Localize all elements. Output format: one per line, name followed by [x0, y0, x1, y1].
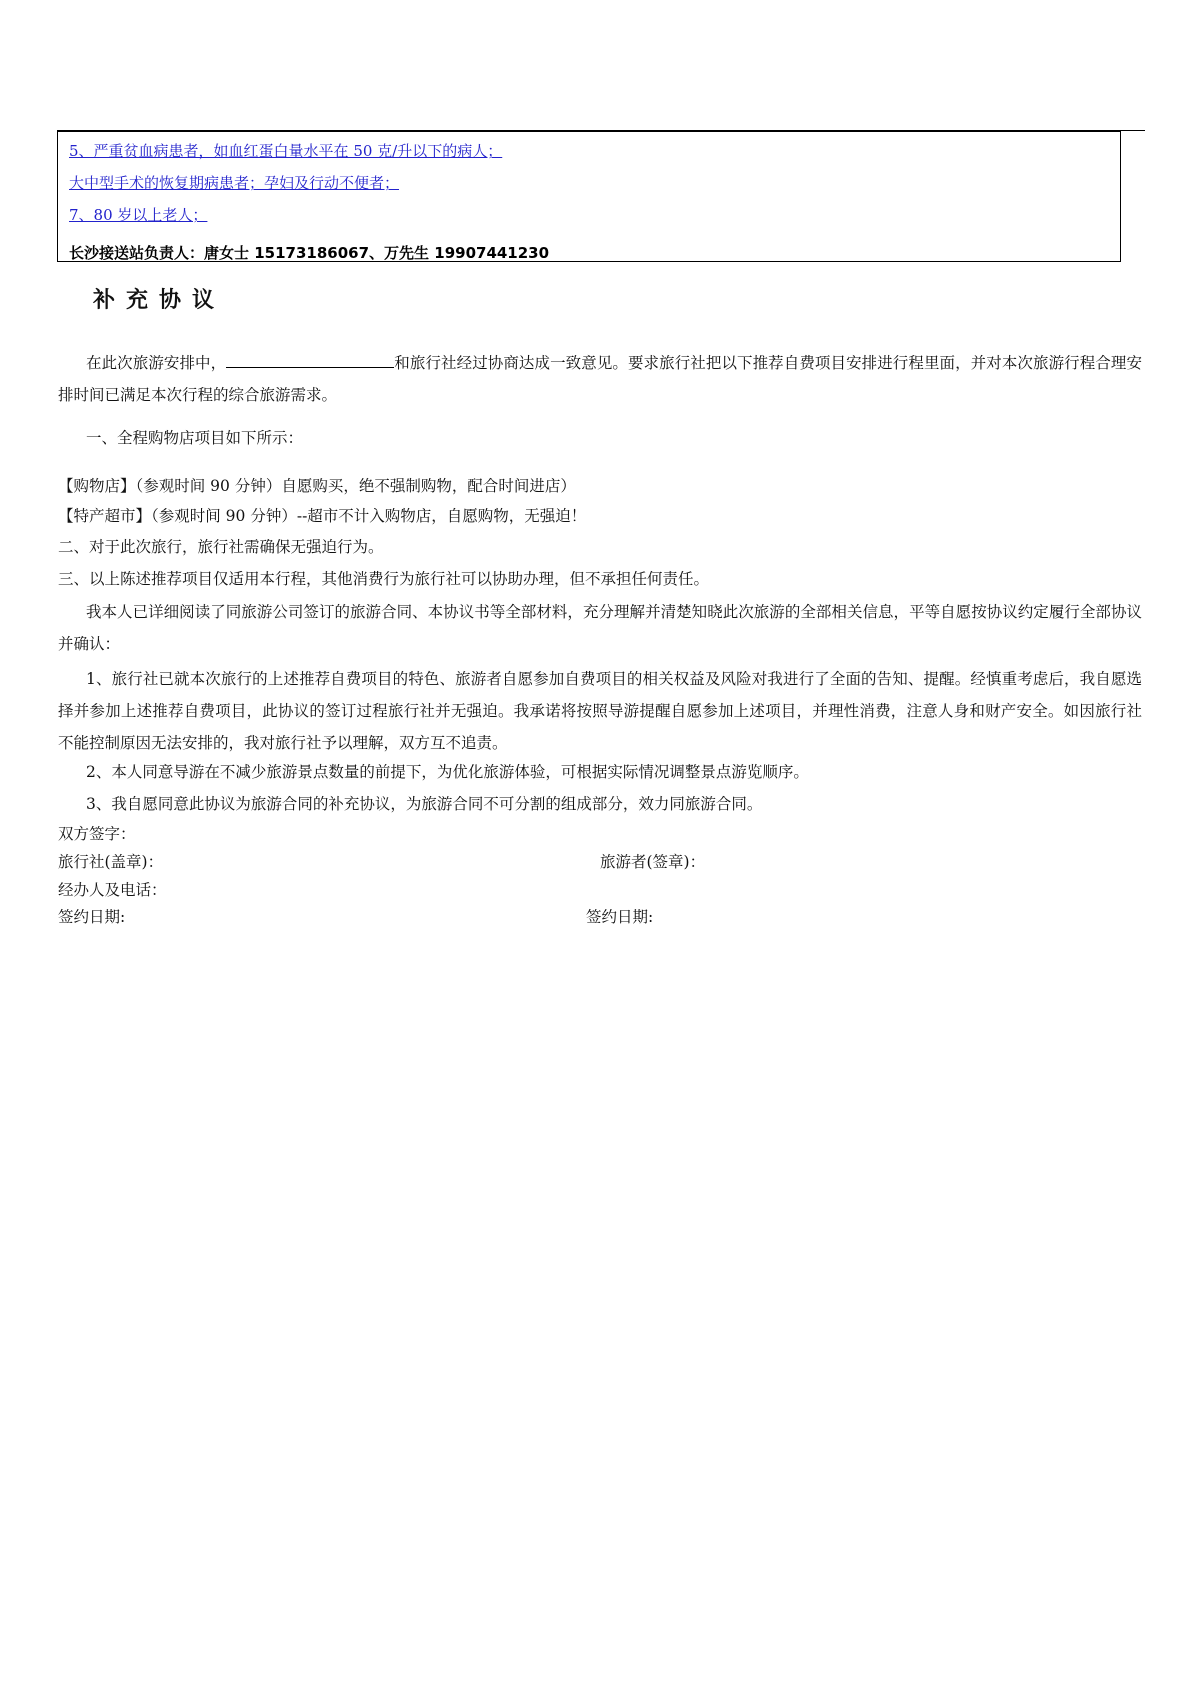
declaration-paragraph: 我本人已详细阅读了同旅游公司签订的旅游合同、本协议书等全部材料，充分理解并清楚知晓此次旅游的全部相关信息，平等自愿按协议约定履行全部协议并确认： — [58, 603, 1142, 653]
shopping-store-item: 【购物店】（参观时间 90 分钟）自愿购买，绝不强制购物，配合时间进店） — [58, 477, 576, 495]
handler-phone-label: 经办人及电话： — [58, 881, 167, 899]
tourist-sign-label: 旅游者(签章)： — [600, 853, 706, 871]
confirm-item-2: 2、本人同意导游在不减少旅游景点数量的前提下，为优化旅游体验，可根据实际情况调整景点游览顺序。 — [86, 763, 809, 781]
signature-heading: 双方签字： — [58, 825, 136, 843]
specialty-supermarket-item: 【特产超市】（参观时间 90 分钟）--超市不计入购物店，自愿购物，无强迫！ — [58, 507, 587, 525]
agency-seal-label: 旅行社(盖章)： — [58, 853, 164, 871]
intro-after-blank: 和旅行社经过协商达成一致意见。要求旅行社把以下推荐自费项目安排进行程里面，并对本次旅游行程合理安排时间已满足本次行程的综合旅游需求。 — [58, 354, 1142, 404]
confirm-item-1: 1、旅行社已就本次旅行的上述推荐自费项目的特色、旅游者自愿参加自费项目的相关权益及风险对我进行了全面的告知、提醒。经慎重考虑后，我自愿选择并参加上述推荐自费项目，此协议的签订过程旅行社并无强迫。我承诺将按照导游提醒自愿参加上述项目，并理性消费，注意人身和财产安全。如因旅行社不能控制原因无法安排的，我对旅行社予以理解，双方互不追责。 — [58, 670, 1142, 752]
confirm-item-3: 3、我自愿同意此协议为旅游合同的补充协议，为旅游合同不可分割的组成部分，效力同旅游合同。 — [86, 795, 763, 813]
intro-before-blank: 在此次旅游安排中， — [86, 354, 227, 372]
intro-paragraph — [58, 347, 1142, 411]
sign-date-left: 签约日期: — [58, 908, 126, 926]
name-blank — [226, 353, 394, 368]
contraindication-item-6: 大中型手术的恢复期病患者；孕妇及行动不便者； — [69, 174, 400, 192]
section2-text: 二、对于此次旅行，旅行社需确保无强迫行为。 — [58, 538, 384, 556]
contraindication-box — [57, 130, 1121, 262]
sign-date-right: 签约日期: — [586, 908, 654, 926]
section3-text: 三、以上陈述推荐项目仅适用本行程，其他消费行为旅行社可以协助办理，但不承担任何责任。 — [58, 570, 710, 588]
contraindication-item-7: 7、80 岁以上老人； — [69, 206, 208, 224]
section1-heading: 一、全程购物店项目如下所示： — [86, 429, 304, 447]
station-contact: 长沙接送站负责人：唐女士 15173186067、万先生 19907441230 — [69, 244, 550, 262]
contraindication-item-5: 5、严重贫血病患者，如血红蛋白量水平在 50 克/升以下的病人； — [69, 142, 503, 160]
page-title: 补充协议 — [93, 288, 226, 313]
